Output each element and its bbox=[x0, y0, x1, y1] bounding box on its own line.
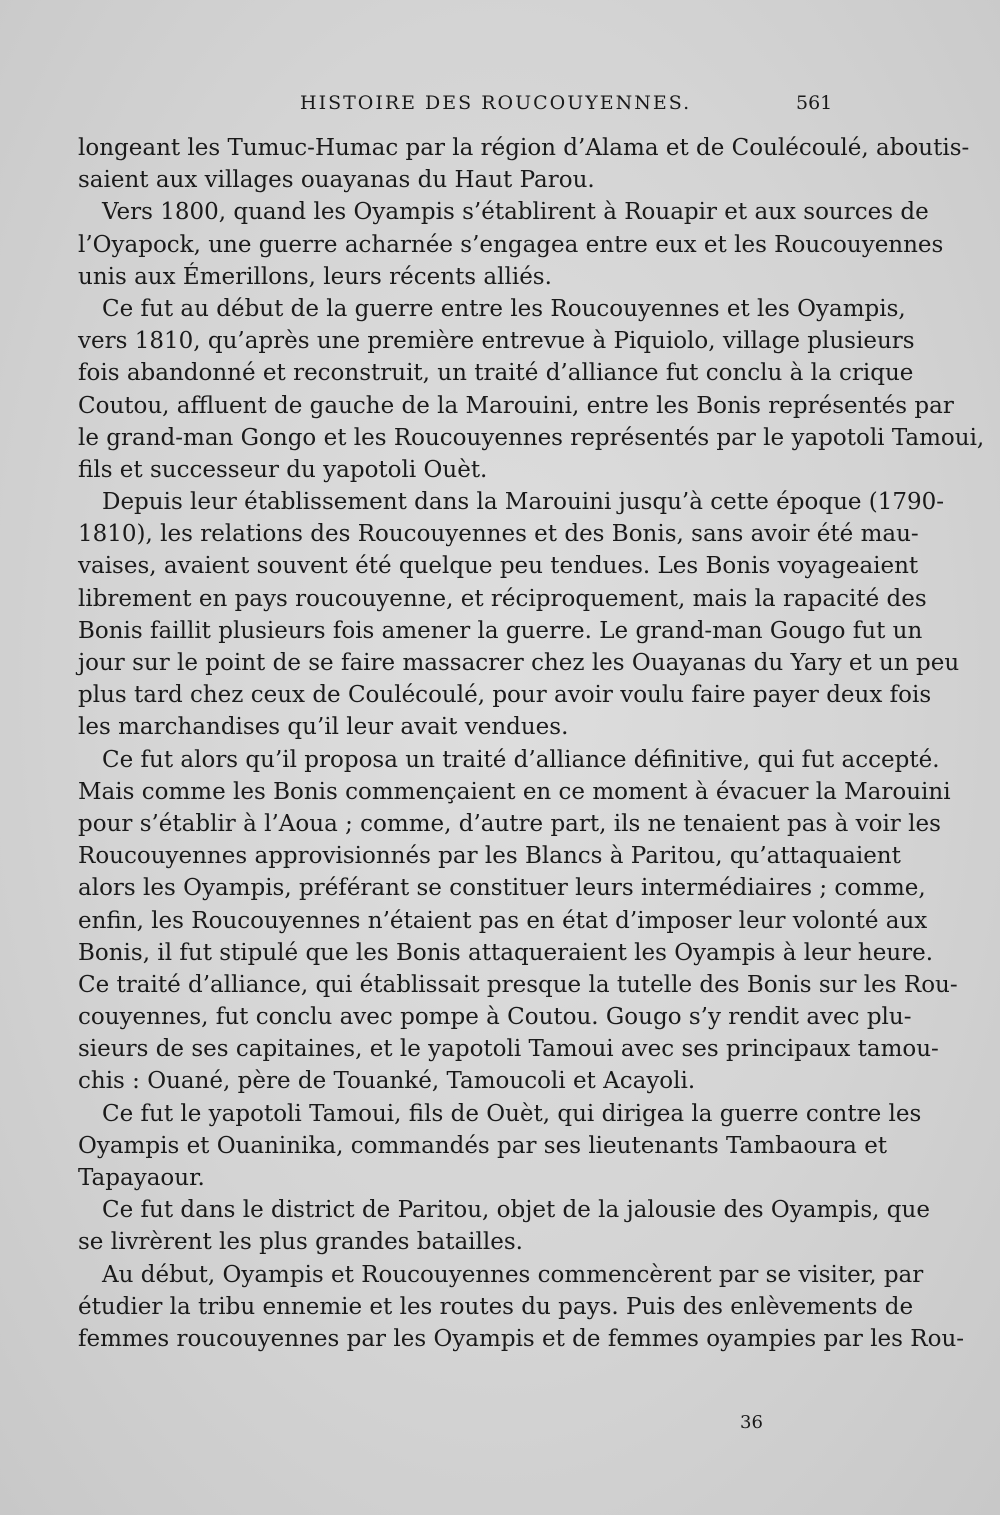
text-line: Coutou, affluent de gauche de la Marouini, entre les Bonis représentés par bbox=[78, 392, 954, 419]
text-line: vers 1810, qu’après une première entrevue à Piquiolo, village plusieurs bbox=[78, 328, 915, 355]
text-line: femmes roucouyennes par les Oyampis et de femmes oyampies par les Rou- bbox=[78, 1325, 965, 1352]
text-line: se livrèrent les plus grandes batailles. bbox=[78, 1229, 523, 1256]
text-line: Bonis faillit plusieurs fois amener la guerre. Le grand-man Gougo fut un bbox=[78, 617, 923, 644]
text-line: fois abandonné et reconstruit, un traité d’alliance fut conclu à la crique bbox=[78, 360, 914, 387]
text-line: unis aux Émerillons, leurs récents alliés. bbox=[78, 263, 552, 290]
text-line: couyennes, fut conclu avec pompe à Coutou. Gougo s’y rendit avec plu- bbox=[78, 1004, 912, 1031]
text-line: Vers 1800, quand les Oyampis s’établirent à Rouapir et aux sources de bbox=[102, 199, 929, 226]
text-line: Roucouyennes approvisionnés par les Blancs à Paritou, qu’attaquaient bbox=[78, 843, 901, 870]
text-line: Tapayaour. bbox=[78, 1165, 205, 1191]
text-line: saient aux villages ouayanas du Haut Parou. bbox=[78, 167, 595, 194]
text-line: vaises, avaient souvent été quelque peu tendues. Les Bonis voyageaient bbox=[78, 553, 919, 580]
text-line: chis : Ouané, père de Touanké, Tamoucoli et Acayoli. bbox=[78, 1068, 696, 1095]
text-line: Depuis leur établissement dans la Marouini jusqu’à cette époque (1790- bbox=[102, 489, 945, 516]
text-line: étudier la tribu ennemie et les routes du pays. Puis des enlèvements de bbox=[78, 1293, 914, 1320]
text-line: pour s’établir à l’Aoua ; comme, d’autre part, ils ne tenaient pas à voir les bbox=[78, 810, 941, 837]
text-line: enfin, les Roucouyennes n’étaient pas en état d’imposer leur volonté aux bbox=[78, 907, 928, 934]
text-line: fils et successeur du yapotoli Ouèt. bbox=[78, 456, 488, 483]
signature-mark: 36 bbox=[740, 1412, 763, 1433]
text-line: longeant les Tumuc-Humac par la région d’Alama et de Coulécoulé, aboutis- bbox=[78, 135, 970, 161]
text-line: Mais comme les Bonis commençaient en ce moment à évacuer la Marouini bbox=[78, 778, 951, 805]
text-line: Ce fut au début de la guerre entre les Roucouyennes et les Oyampis, bbox=[102, 295, 906, 322]
page-number: 561 bbox=[796, 92, 833, 114]
text-line: Oyampis et Ouaninika, commandés par ses lieutenants Tambaoura et bbox=[78, 1132, 888, 1159]
text-line: le grand-man Gongo et les Roucouyennes représentés par le yapotoli Tamoui, bbox=[78, 424, 985, 451]
text-line: alors les Oyampis, préférant se constituer leurs intermédiaires ; comme, bbox=[78, 875, 926, 902]
text-line: Bonis, il fut stipulé que les Bonis attaqueraient les Oyampis à leur heure. bbox=[78, 939, 934, 966]
body-text bbox=[78, 132, 985, 1355]
text-line: 1810), les relations des Roucouyennes et des Bonis, sans avoir été mau- bbox=[78, 521, 919, 548]
text-line: librement en pays roucouyenne, et réciproquement, mais la rapacité des bbox=[78, 585, 927, 612]
text-line: plus tard chez ceux de Coulécoulé, pour avoir voulu faire payer deux fois bbox=[78, 682, 932, 709]
running-head bbox=[0, 92, 1000, 122]
text-line: l’Oyapock, une guerre acharnée s’engagea entre eux et les Roucouyennes bbox=[78, 231, 944, 258]
text-line: Ce fut le yapotoli Tamoui, fils de Ouèt, qui dirigea la guerre contre les bbox=[102, 1100, 922, 1127]
text-line: les marchandises qu’il leur avait vendues. bbox=[78, 714, 569, 741]
text-line: Ce fut alors qu’il proposa un traité d’alliance définitive, qui fut accepté. bbox=[102, 746, 940, 773]
text-line: Ce fut dans le district de Paritou, objet de la jalousie des Oyampis, que bbox=[102, 1197, 930, 1224]
text-line: Ce traité d’alliance, qui établissait presque la tutelle des Bonis sur les Rou- bbox=[78, 971, 958, 998]
running-title: HISTOIRE DES ROUCOUYENNES. bbox=[300, 92, 692, 114]
text-line: jour sur le point de se faire massacrer chez les Ouayanas du Yary et un peu bbox=[78, 650, 960, 676]
text-line: sieurs de ses capitaines, et le yapotoli Tamoui avec ses principaux tamou- bbox=[78, 1036, 939, 1063]
text-line: Au début, Oyampis et Roucouyennes commencèrent par se visiter, par bbox=[102, 1261, 924, 1288]
